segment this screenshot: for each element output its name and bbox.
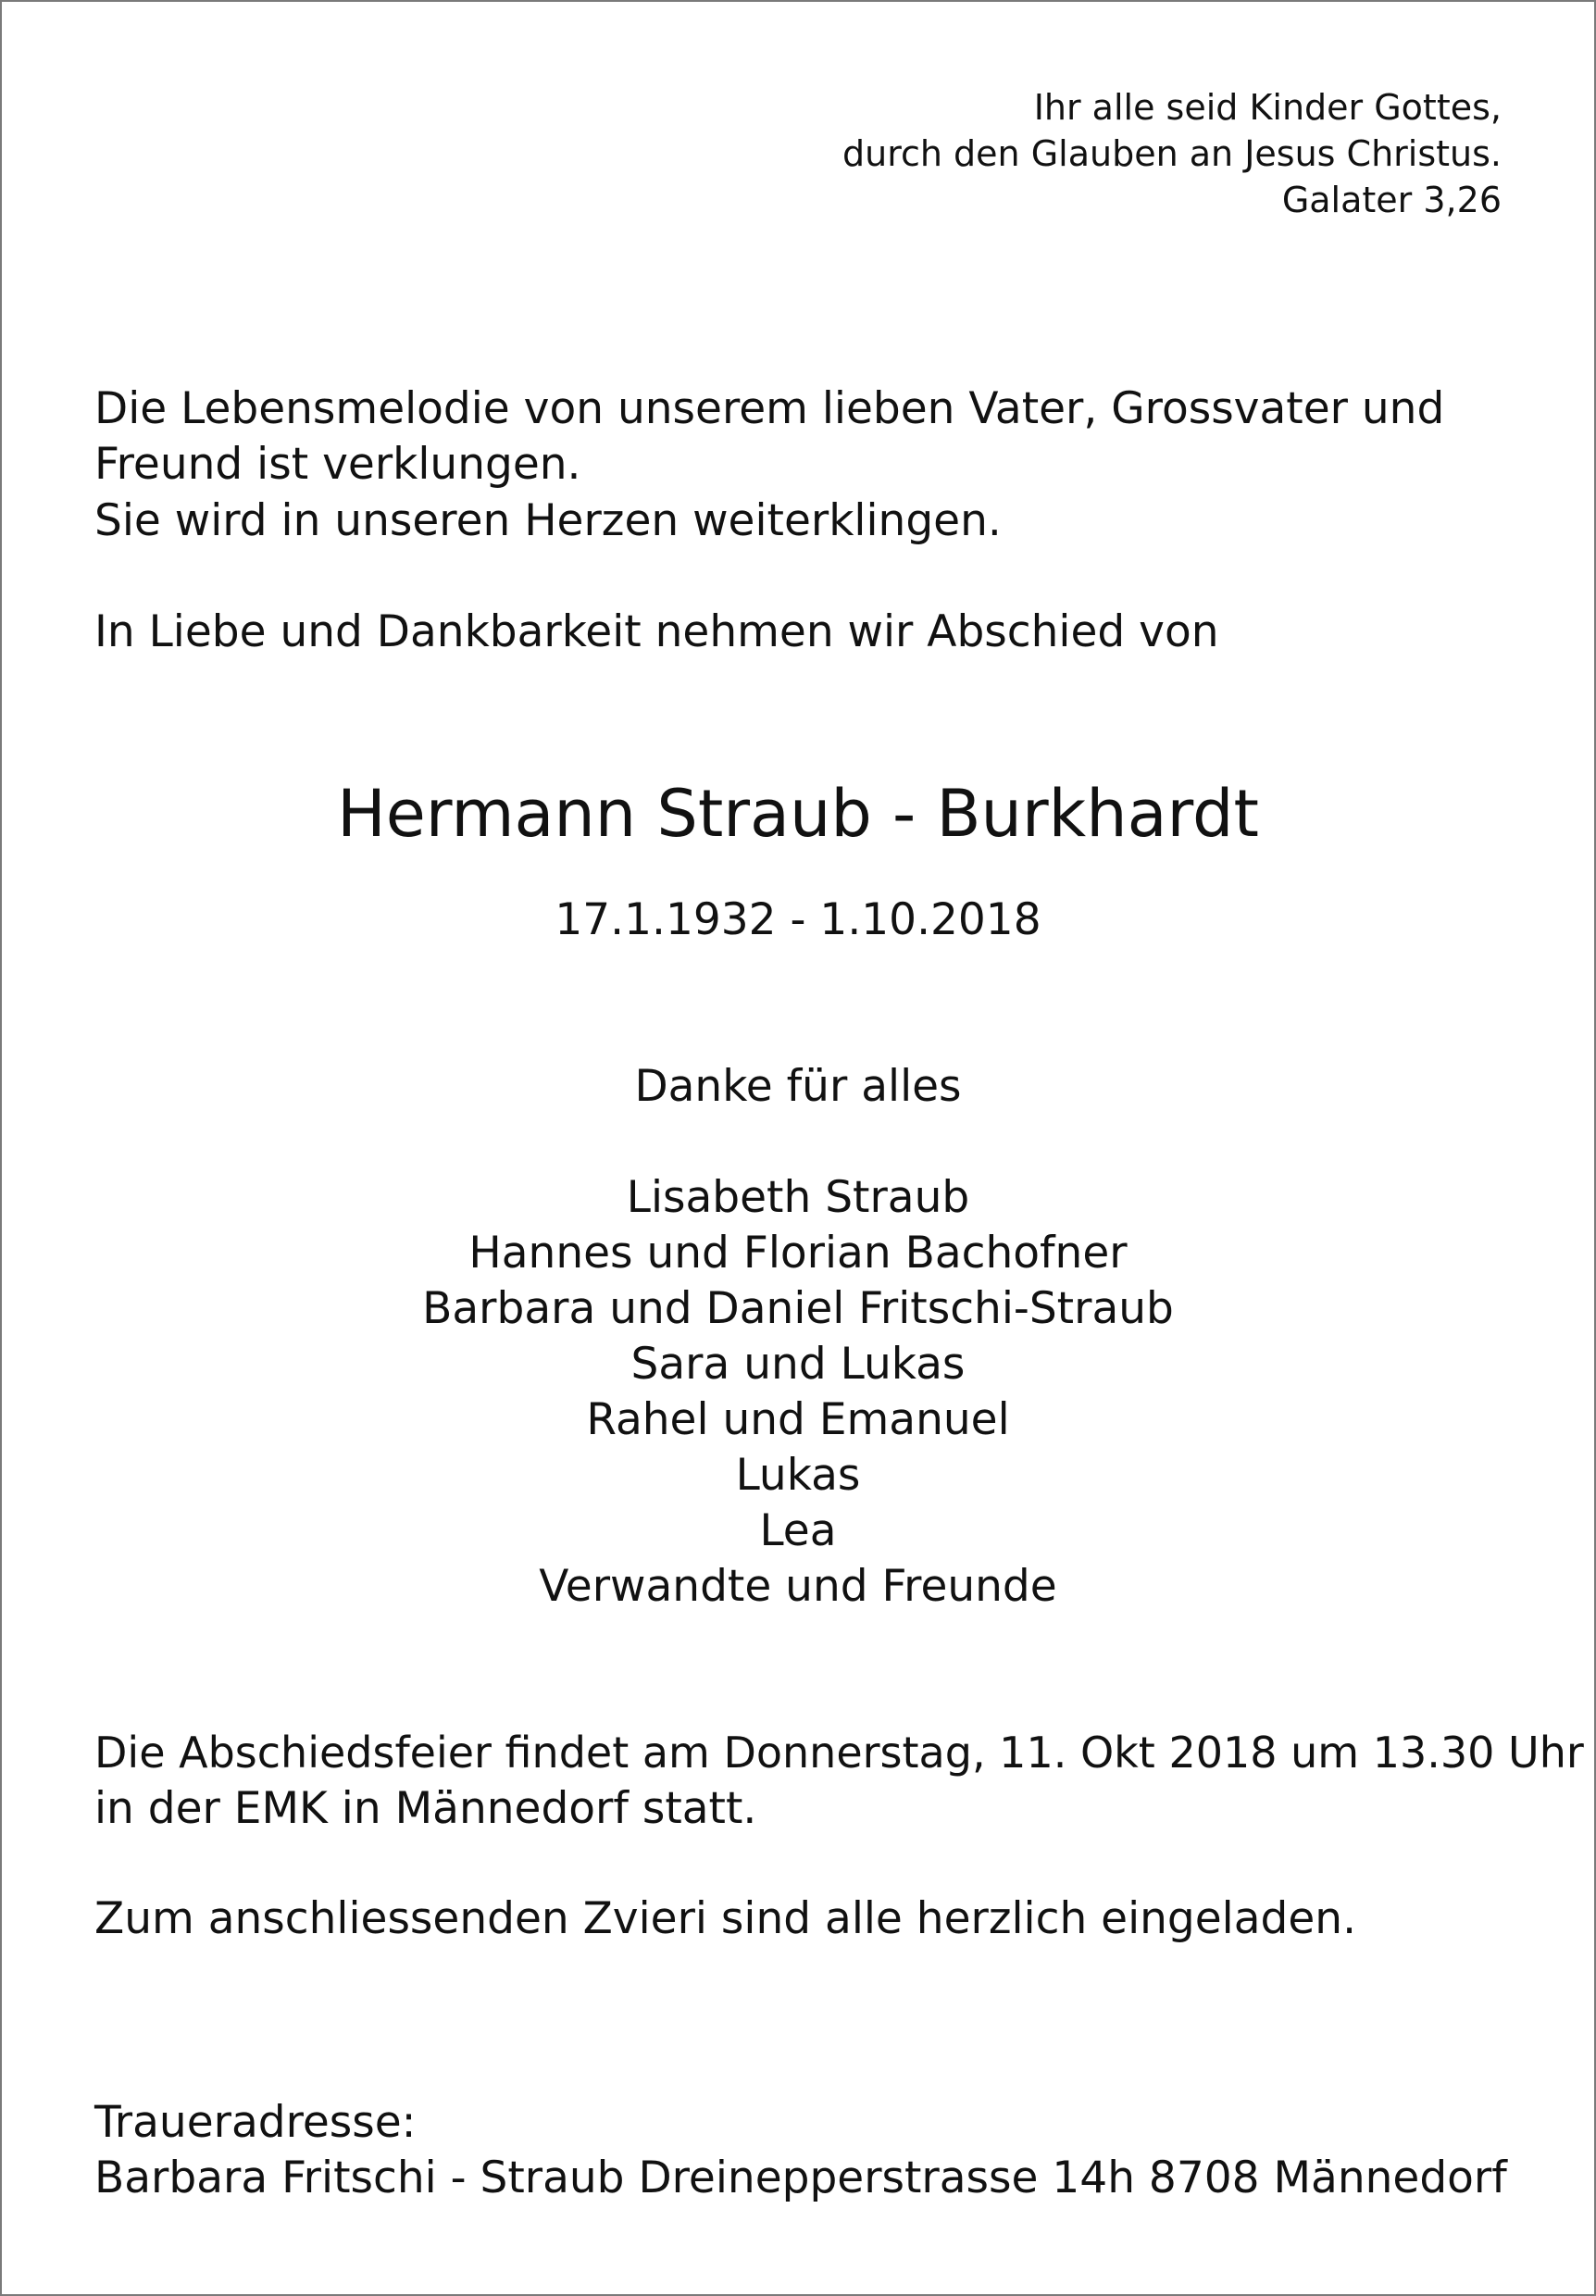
address-label: Traueradresse: bbox=[94, 2097, 417, 2148]
deceased-dates: 17.1.1932 - 1.10.2018 bbox=[555, 894, 1041, 945]
motto-line-2: durch den Glauben an Jesus Christus. bbox=[842, 133, 1502, 174]
mourner-item: Hannes und Florian Bachofner bbox=[468, 1228, 1128, 1279]
intro-line-2: Freund ist verklungen. bbox=[94, 439, 581, 490]
intro-line-3: Sie wird in unseren Herzen weiterklingen. bbox=[94, 495, 1002, 546]
mourner-item: Barbara und Daniel Fritschi-Straub bbox=[422, 1283, 1174, 1334]
mourner-item: Lea bbox=[759, 1505, 837, 1556]
intro-line-4: In Liebe und Dankbarkeit nehmen wir Abschied von bbox=[94, 606, 1219, 657]
mourner-item: Verwandte und Freunde bbox=[539, 1561, 1057, 1612]
mourner-item: Lisabeth Straub bbox=[626, 1172, 970, 1223]
mourner-item: Rahel und Emanuel bbox=[586, 1394, 1010, 1445]
motto-reference: Galater 3,26 bbox=[1281, 180, 1502, 220]
intro-line-1: Die Lebensmelodie von unserem lieben Vater, Grossvater und bbox=[94, 383, 1445, 434]
thanks-line: Danke für alles bbox=[634, 1061, 962, 1112]
ceremony-line-1: Die Abschiedsfeier findet am Donnerstag, 11. Okt 2018 um 13.30 Uhr bbox=[94, 1728, 1584, 1778]
deceased-name: Hermann Straub - Burkhardt bbox=[337, 776, 1259, 852]
ceremony-line-3: Zum anschliessenden Zvieri sind alle herzlich eingeladen. bbox=[94, 1893, 1357, 1944]
ceremony-line-2: in der EMK in Männedorf statt. bbox=[94, 1783, 757, 1834]
mourner-item: Sara und Lukas bbox=[630, 1339, 966, 1390]
motto-line-1: Ihr alle seid Kinder Gottes, bbox=[1033, 87, 1502, 128]
address-value: Barbara Fritschi - Straub Dreinepperstrasse 14h 8708 Männedorf bbox=[94, 2152, 1507, 2203]
mourner-item: Lukas bbox=[735, 1450, 861, 1501]
